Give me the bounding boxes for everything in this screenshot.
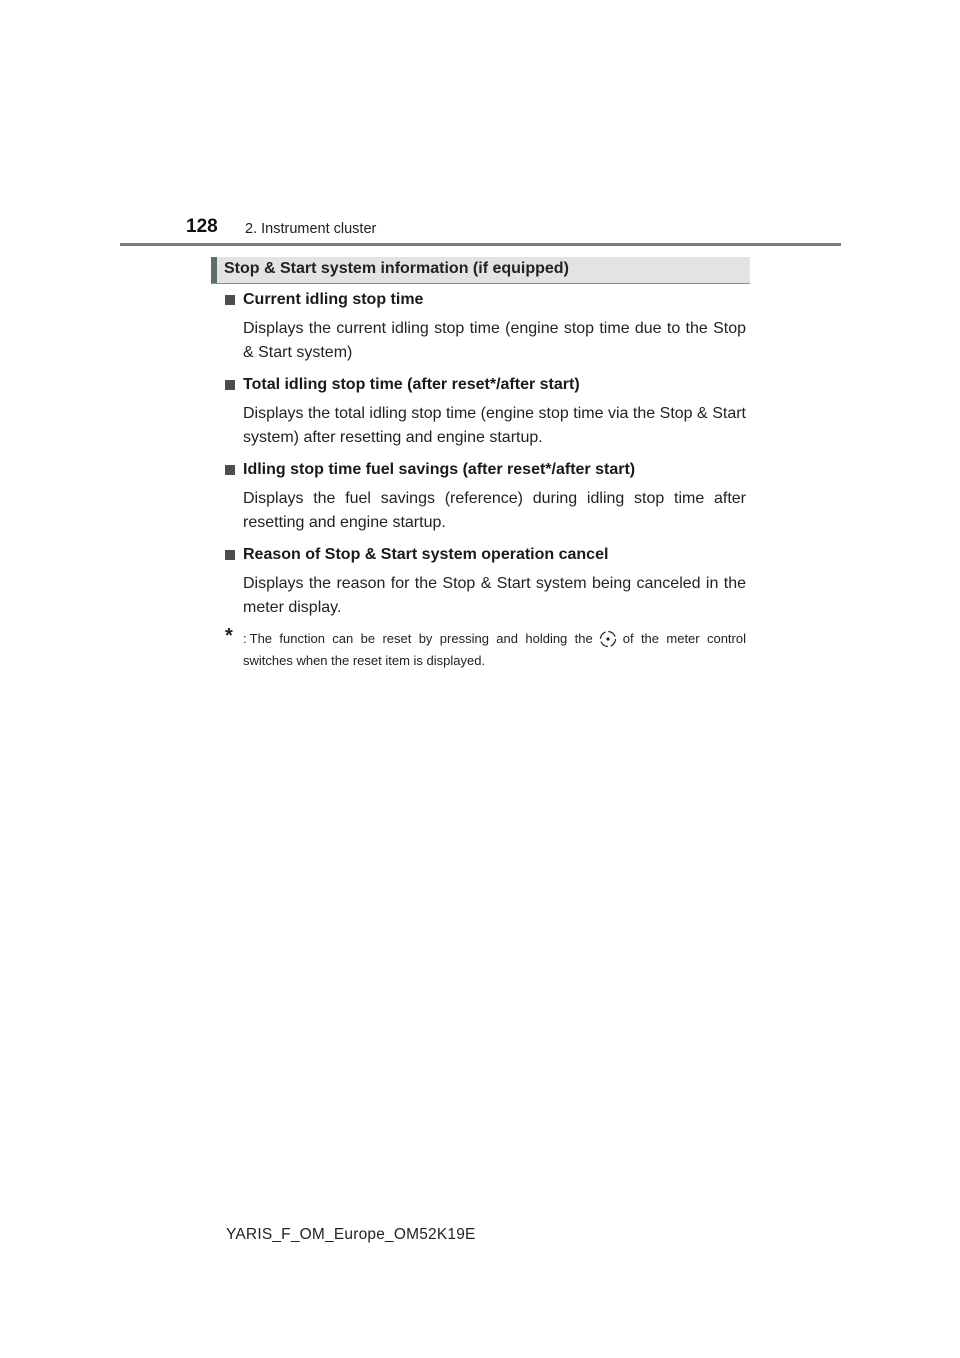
document-code: YARIS_F_OM_Europe_OM52K19E (226, 1226, 476, 1243)
item-body: Displays the reason for the Stop & Start system being canceled in the meter display. (243, 575, 746, 616)
heading-bar (211, 257, 750, 284)
footnote-text-after: of the meter control switches when the reset item is displayed. (243, 631, 746, 668)
list-item (222, 543, 746, 620)
item-title-text: Current idling stop time (243, 291, 424, 308)
section-title: 2. Instrument cluster (245, 221, 377, 237)
footnote-text-before: The function can be reset by pressing and holding the (249, 631, 593, 646)
meter-control-select-button-icon (599, 630, 617, 648)
item-title (222, 458, 746, 482)
item-title (222, 373, 746, 397)
square-bullet-icon (225, 380, 235, 390)
item-title (222, 543, 746, 567)
square-bullet-icon (225, 465, 235, 475)
list-item (222, 458, 746, 535)
item-title-text: Idling stop time fuel savings (after reset*/after start) (243, 461, 636, 478)
section-heading: Stop & Start system information (if equipped) (224, 260, 569, 277)
footnote: * : The function can be reset by pressing and holding the of the meter control switches when the reset item is displayed. (225, 625, 746, 668)
header-rule (120, 243, 841, 246)
item-body: Displays the total idling stop time (engine stop time via the Stop & Start system) after resetting and engine startup. (243, 405, 746, 446)
footnote-marker: * (225, 625, 233, 647)
square-bullet-icon (225, 295, 235, 305)
item-title (222, 288, 746, 312)
item-title-text: Total idling stop time (after reset*/after start) (243, 376, 580, 393)
content (222, 288, 746, 672)
heading-accent (211, 257, 217, 283)
item-body: Displays the current idling stop time (engine stop time due to the Stop & Start system) (243, 320, 746, 361)
list-item (222, 373, 746, 450)
square-bullet-icon (225, 550, 235, 560)
item-title-text: Reason of Stop & Start system operation cancel (243, 546, 609, 563)
list-item (222, 288, 746, 365)
page-number: 128 (186, 216, 218, 237)
item-body: Displays the fuel savings (reference) during idling stop time after resetting and engine startup. (243, 490, 746, 531)
